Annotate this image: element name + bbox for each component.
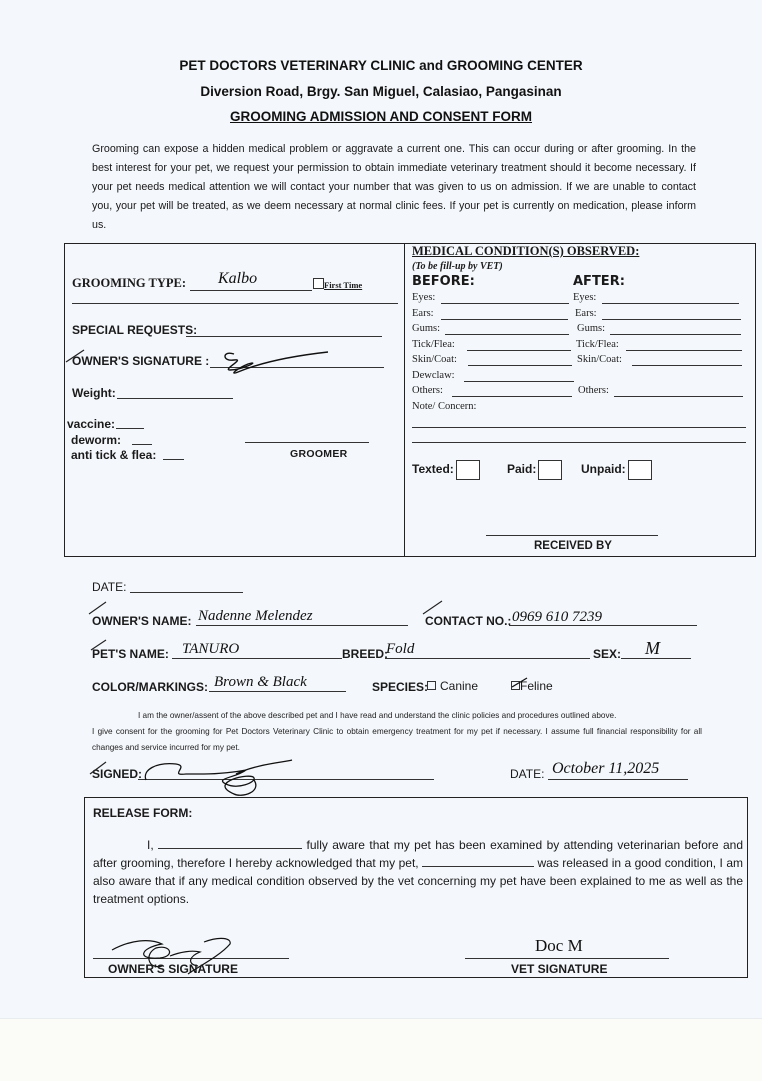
date-label: DATE: (92, 580, 127, 594)
first-time-option[interactable] (313, 278, 362, 290)
after-gums-label: Gums: (577, 323, 606, 334)
anti-tick-flea-label: anti tick & flea: (71, 448, 157, 462)
grooming-type-field[interactable] (190, 290, 312, 291)
before-eyes-field[interactable] (441, 303, 569, 304)
species-canine-option[interactable] (427, 679, 478, 693)
form-title: GROOMING ADMISSION AND CONSENT FORM (230, 109, 532, 124)
anti-tick-flea-field[interactable] (163, 459, 184, 460)
scan-bottom-strip (0, 1018, 762, 1081)
release-owner-name-field[interactable] (158, 837, 302, 849)
after-skin-coat-field[interactable] (632, 365, 742, 366)
before-ears-field[interactable] (441, 319, 568, 320)
before-gums-label: Gums: (412, 323, 441, 334)
after-label: AFTER: (573, 274, 625, 289)
paid-label: Paid: (507, 462, 537, 477)
weight-field[interactable] (117, 398, 233, 399)
column-divider (404, 243, 405, 557)
vet-signature-label: VET SIGNATURE (511, 962, 608, 976)
canine-label: Canine (440, 679, 479, 693)
grooming-type-label: GROOMING TYPE: (72, 276, 187, 290)
release-paragraph (93, 836, 743, 908)
breed-field[interactable] (385, 658, 590, 659)
texted-label: Texted: (412, 462, 454, 477)
groomer-signature-field[interactable] (245, 442, 369, 443)
breed-value: Fold (386, 641, 415, 657)
consent-text-line1: I am the owner/assent of the above described pet and I have read and understand the clinic policies and procedures outlined above. (138, 711, 617, 720)
before-ears-label: Ears: (412, 308, 434, 319)
after-tick-flea-label: Tick/Flea: (576, 339, 619, 350)
weight-label: Weight: (72, 386, 116, 400)
deworm-field[interactable] (132, 444, 152, 445)
species-label: SPECIES: (372, 680, 429, 694)
after-tick-flea-field[interactable] (626, 350, 742, 351)
owner-name-field[interactable] (196, 625, 408, 626)
before-others-field[interactable] (452, 396, 572, 397)
paid-checkbox[interactable] (538, 460, 562, 480)
breed-label: BREED: (342, 647, 389, 661)
grooming-type-value: Kalbo (218, 270, 258, 287)
vaccine-label: vaccine: (67, 417, 116, 431)
release-p-part3: was released in a good condition, I am also aware that if any medical condition observed by the vet concerning my pet have been explained to me as well as the treatment options. (93, 856, 743, 906)
feline-label: Feline (520, 679, 553, 693)
after-ears-field[interactable] (602, 319, 741, 320)
sex-label: SEX: (593, 647, 622, 661)
texted-checkbox[interactable] (456, 460, 480, 480)
clinic-address: Diversion Road, Brgy. San Miguel, Calasiao, Pangasinan (200, 84, 562, 99)
release-pet-name-field[interactable] (422, 855, 534, 867)
medical-subtitle: (To be fill-up by VET) (412, 261, 503, 272)
after-others-field[interactable] (614, 396, 743, 397)
after-eyes-field[interactable] (602, 303, 739, 304)
received-by-label: RECEIVED BY (534, 540, 612, 552)
before-dewclaw-field[interactable] (464, 381, 574, 382)
texted-option[interactable] (412, 460, 480, 480)
received-by-field[interactable] (486, 535, 658, 536)
consent-text-rest: I give consent for the grooming for Pet Doctors Veterinary Clinic to obtain emergency treatment for my pet if necessary. I assume full financial responsibility for all changes and service incurred for my pet. (92, 727, 702, 752)
note-concern-line-1[interactable] (412, 427, 746, 428)
owner-signature-scribble (62, 340, 392, 380)
pet-name-value: TANURO (182, 641, 240, 657)
release-p-start: I, (147, 838, 154, 852)
date-field[interactable] (130, 592, 243, 593)
release-form-title: RELEASE FORM: (93, 806, 193, 820)
before-label: BEFORE: (412, 274, 475, 289)
pet-name-tick-icon (88, 636, 118, 656)
note-concern-label: Note/ Concern: (412, 401, 477, 412)
paid-option[interactable] (507, 460, 562, 480)
before-tick-flea-field[interactable] (467, 350, 571, 351)
unpaid-label: Unpaid: (581, 462, 626, 477)
first-time-label: First Time (324, 280, 363, 290)
vaccine-field[interactable] (116, 428, 144, 429)
after-others-label: Others: (578, 385, 609, 396)
before-skin-coat-field[interactable] (468, 365, 572, 366)
release-vet-signature-field[interactable] (465, 958, 669, 959)
pet-name-field[interactable] (172, 658, 342, 659)
deworm-label: deworm: (71, 433, 122, 447)
release-p-part2: fully aware that my pet has been examined by attending veterinarian before and after grooming, therefore I hereby acknowledged that my pet, (93, 838, 743, 870)
contact-label: CONTACT NO.: (425, 614, 512, 628)
note-concern-line-2[interactable] (412, 442, 746, 443)
before-skin-coat-label: Skin/Coat: (412, 354, 457, 365)
before-others-label: Others: (412, 385, 443, 396)
special-requests-label: SPECIAL REQUESTS: (72, 323, 198, 337)
special-requests-field[interactable] (186, 336, 382, 337)
owner-name-value: Nadenne Melendez (198, 608, 313, 624)
groomer-label: GROOMER (290, 448, 348, 460)
color-markings-field[interactable] (209, 691, 346, 692)
after-skin-coat-label: Skin/Coat: (577, 354, 622, 365)
color-markings-label: COLOR/MARKINGS: (92, 680, 208, 694)
consent-date-value: October 11,2025 (552, 760, 660, 777)
sex-value: M (645, 638, 660, 658)
color-markings-value: Brown & Black (214, 674, 307, 690)
after-gums-field[interactable] (610, 334, 741, 335)
feline-check-mark-icon (510, 676, 530, 690)
grooming-type-extra-line (72, 303, 398, 304)
intro-paragraph: Grooming can expose a hidden medical problem or aggravate a current one. This can occur during or after grooming. In the best interest for your pet, we request your permission to obtain immediate veterinary treatment should it become necessary. If your pet needs medical attention we will contact your number that was given to us on admission. If we are unable to contact you, your pet will be treated, as we deem necessary at normal clinic fees. If your pet is currently on medication, please inform us. (92, 143, 696, 231)
consent-date-field[interactable] (548, 779, 688, 780)
unpaid-checkbox[interactable] (628, 460, 652, 480)
owner-signature-label: OWNER'S SIGNATURE : (72, 354, 210, 368)
clinic-name: PET DOCTORS VETERINARY CLINIC and GROOMING CENTER (179, 58, 583, 73)
first-time-checkbox[interactable] (313, 278, 324, 289)
before-gums-field[interactable] (445, 334, 569, 335)
consent-signature-scribble (86, 752, 296, 798)
canine-checkbox[interactable] (427, 681, 436, 690)
unpaid-option[interactable] (581, 460, 652, 480)
owner-name-tick-icon (86, 598, 116, 618)
contact-value: 0969 610 7239 (512, 609, 602, 625)
before-eyes-label: Eyes: (412, 292, 436, 303)
before-dewclaw-label: Dewclaw: (412, 370, 455, 381)
medical-title: MEDICAL CONDITION(S) OBSERVED: (412, 244, 640, 258)
signed-label: SIGNED: (92, 767, 143, 781)
contact-tick-icon (420, 598, 450, 618)
vet-signature-value: Doc M (535, 936, 583, 955)
after-ears-label: Ears: (575, 308, 597, 319)
pet-name-label: PET'S NAME: (92, 647, 169, 661)
owner-name-label: OWNER'S NAME: (92, 614, 192, 628)
release-owner-signature-label: OWNER'S SIGNATURE (108, 962, 238, 976)
before-tick-flea-label: Tick/Flea: (412, 339, 455, 350)
consent-date-label: DATE: (510, 767, 545, 781)
after-eyes-label: Eyes: (573, 292, 597, 303)
